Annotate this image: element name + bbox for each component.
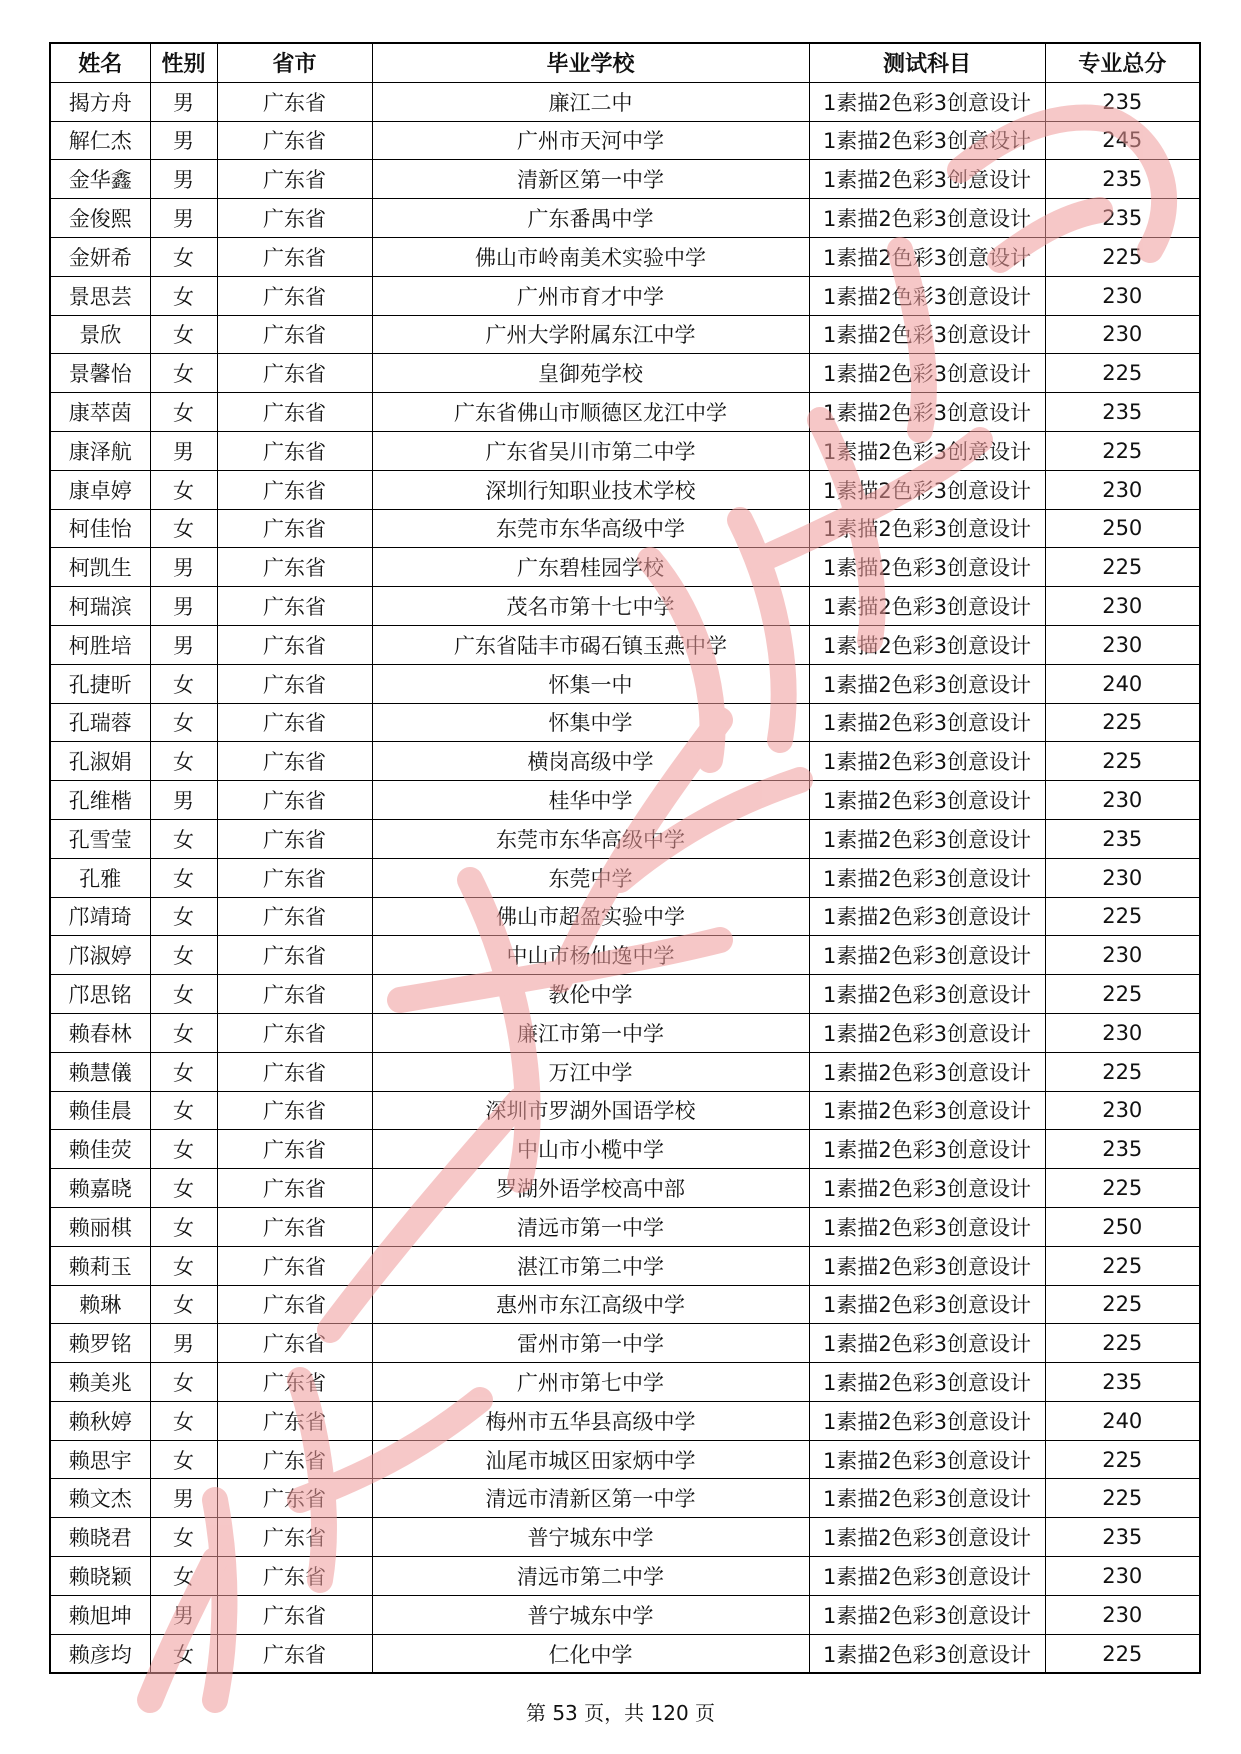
- cell-subjects: 1素描2色彩3创意设计: [809, 1595, 1045, 1634]
- cell-province: 广东省: [217, 1363, 372, 1402]
- header-subjects: 测试科目: [809, 43, 1045, 82]
- cell-province: 广东省: [217, 936, 372, 975]
- cell-name: 赖晓君: [50, 1518, 150, 1557]
- cell-name: 孔维楷: [50, 781, 150, 820]
- results-sheet: [49, 42, 1199, 1674]
- cell-school: 仁化中学: [372, 1634, 809, 1673]
- cell-name: 景思芸: [50, 276, 150, 315]
- cell-gender: 女: [150, 897, 217, 936]
- cell-gender: 女: [150, 1091, 217, 1130]
- cell-name: 赖思宇: [50, 1440, 150, 1479]
- table-row: [50, 936, 1200, 975]
- cell-school: 深圳市罗湖外国语学校: [372, 1091, 809, 1130]
- cell-total-score: 230: [1045, 858, 1200, 897]
- cell-province: 广东省: [217, 1130, 372, 1169]
- cell-school: 雷州市第一中学: [372, 1324, 809, 1363]
- cell-name: 柯瑞滨: [50, 587, 150, 626]
- cell-total-score: 250: [1045, 1207, 1200, 1246]
- table-row: [50, 1401, 1200, 1440]
- cell-province: 广东省: [217, 625, 372, 664]
- cell-province: 广东省: [217, 664, 372, 703]
- table-row: [50, 160, 1200, 199]
- cell-name: 赖慧儀: [50, 1052, 150, 1091]
- cell-name: 邝靖琦: [50, 897, 150, 936]
- cell-name: 景馨怡: [50, 354, 150, 393]
- cell-school: 桂华中学: [372, 781, 809, 820]
- cell-total-score: 225: [1045, 1324, 1200, 1363]
- table-row: [50, 237, 1200, 276]
- cell-name: 柯凯生: [50, 548, 150, 587]
- cell-school: 惠州市东江高级中学: [372, 1285, 809, 1324]
- table-row: [50, 1518, 1200, 1557]
- cell-subjects: 1素描2色彩3创意设计: [809, 1634, 1045, 1673]
- table-row: [50, 393, 1200, 432]
- cell-gender: 男: [150, 199, 217, 238]
- cell-total-score: 230: [1045, 470, 1200, 509]
- cell-subjects: 1素描2色彩3创意设计: [809, 587, 1045, 626]
- cell-name: 赖晓颖: [50, 1557, 150, 1596]
- cell-gender: 男: [150, 121, 217, 160]
- cell-name: 赖嘉晓: [50, 1169, 150, 1208]
- cell-school: 教伦中学: [372, 975, 809, 1014]
- cell-school: 清远市第一中学: [372, 1207, 809, 1246]
- cell-name: 赖秋婷: [50, 1401, 150, 1440]
- cell-gender: 女: [150, 1518, 217, 1557]
- cell-subjects: 1素描2色彩3创意设计: [809, 548, 1045, 587]
- cell-province: 广东省: [217, 703, 372, 742]
- cell-school: 清远市清新区第一中学: [372, 1479, 809, 1518]
- cell-total-score: 235: [1045, 1518, 1200, 1557]
- cell-school: 广州市天河中学: [372, 121, 809, 160]
- cell-school: 广东碧桂园学校: [372, 548, 809, 587]
- cell-province: 广东省: [217, 237, 372, 276]
- cell-total-score: 235: [1045, 199, 1200, 238]
- table-row: [50, 82, 1200, 121]
- cell-name: 赖琳: [50, 1285, 150, 1324]
- cell-name: 赖佳荧: [50, 1130, 150, 1169]
- cell-subjects: 1素描2色彩3创意设计: [809, 625, 1045, 664]
- cell-name: 金妍希: [50, 237, 150, 276]
- cell-gender: 女: [150, 1285, 217, 1324]
- header-school: 毕业学校: [372, 43, 809, 82]
- table-row: [50, 1634, 1200, 1673]
- cell-gender: 女: [150, 1363, 217, 1402]
- cell-total-score: 230: [1045, 936, 1200, 975]
- table-row: [50, 199, 1200, 238]
- table-row: [50, 1440, 1200, 1479]
- cell-province: 广东省: [217, 1324, 372, 1363]
- cell-total-score: 235: [1045, 160, 1200, 199]
- header-total-score: 专业总分: [1045, 43, 1200, 82]
- cell-province: 广东省: [217, 1557, 372, 1596]
- cell-school: 广东省陆丰市碣石镇玉燕中学: [372, 625, 809, 664]
- cell-province: 广东省: [217, 1052, 372, 1091]
- cell-total-score: 225: [1045, 1285, 1200, 1324]
- cell-subjects: 1素描2色彩3创意设计: [809, 276, 1045, 315]
- cell-province: 广东省: [217, 1246, 372, 1285]
- table-row: [50, 509, 1200, 548]
- cell-name: 金俊熙: [50, 199, 150, 238]
- cell-gender: 男: [150, 781, 217, 820]
- cell-subjects: 1素描2色彩3创意设计: [809, 819, 1045, 858]
- cell-school: 清新区第一中学: [372, 160, 809, 199]
- cell-province: 广东省: [217, 1440, 372, 1479]
- cell-subjects: 1素描2色彩3创意设计: [809, 509, 1045, 548]
- cell-total-score: 225: [1045, 703, 1200, 742]
- table-row: [50, 1169, 1200, 1208]
- cell-subjects: 1素描2色彩3创意设计: [809, 897, 1045, 936]
- table-row: [50, 1363, 1200, 1402]
- cell-gender: 女: [150, 975, 217, 1014]
- cell-province: 广东省: [217, 781, 372, 820]
- cell-subjects: 1素描2色彩3创意设计: [809, 121, 1045, 160]
- cell-province: 广东省: [217, 354, 372, 393]
- table-row: [50, 897, 1200, 936]
- cell-subjects: 1素描2色彩3创意设计: [809, 975, 1045, 1014]
- cell-gender: 女: [150, 1052, 217, 1091]
- cell-gender: 女: [150, 393, 217, 432]
- cell-school: 中山市小榄中学: [372, 1130, 809, 1169]
- cell-province: 广东省: [217, 199, 372, 238]
- cell-name: 赖春林: [50, 1013, 150, 1052]
- table-header-row: [50, 43, 1200, 82]
- table-row: [50, 431, 1200, 470]
- cell-gender: 男: [150, 548, 217, 587]
- cell-province: 广东省: [217, 548, 372, 587]
- cell-province: 广东省: [217, 470, 372, 509]
- cell-subjects: 1素描2色彩3创意设计: [809, 199, 1045, 238]
- cell-gender: 女: [150, 703, 217, 742]
- cell-total-score: 225: [1045, 1479, 1200, 1518]
- cell-total-score: 240: [1045, 664, 1200, 703]
- cell-school: 广东省吴川市第二中学: [372, 431, 809, 470]
- cell-subjects: 1素描2色彩3创意设计: [809, 1091, 1045, 1130]
- cell-school: 中山市杨仙逸中学: [372, 936, 809, 975]
- cell-gender: 女: [150, 1440, 217, 1479]
- cell-school: 广东省佛山市顺德区龙江中学: [372, 393, 809, 432]
- table-row: [50, 975, 1200, 1014]
- cell-school: 万江中学: [372, 1052, 809, 1091]
- cell-school: 广州大学附属东江中学: [372, 315, 809, 354]
- cell-gender: 女: [150, 1634, 217, 1673]
- cell-school: 东莞市东华高级中学: [372, 509, 809, 548]
- table-body: [50, 82, 1200, 1673]
- cell-subjects: 1素描2色彩3创意设计: [809, 1440, 1045, 1479]
- cell-school: 普宁城东中学: [372, 1518, 809, 1557]
- cell-gender: 女: [150, 742, 217, 781]
- cell-province: 广东省: [217, 897, 372, 936]
- table-row: [50, 548, 1200, 587]
- cell-gender: 男: [150, 82, 217, 121]
- table-row: [50, 781, 1200, 820]
- cell-total-score: 225: [1045, 354, 1200, 393]
- cell-name: 孔淑娟: [50, 742, 150, 781]
- table-row: [50, 1130, 1200, 1169]
- cell-subjects: 1素描2色彩3创意设计: [809, 1518, 1045, 1557]
- cell-subjects: 1素描2色彩3创意设计: [809, 664, 1045, 703]
- cell-province: 广东省: [217, 587, 372, 626]
- cell-subjects: 1素描2色彩3创意设计: [809, 1052, 1045, 1091]
- table-row: [50, 1207, 1200, 1246]
- cell-school: 皇御苑学校: [372, 354, 809, 393]
- cell-gender: 女: [150, 1207, 217, 1246]
- cell-subjects: 1素描2色彩3创意设计: [809, 1013, 1045, 1052]
- cell-gender: 男: [150, 625, 217, 664]
- cell-gender: 女: [150, 470, 217, 509]
- cell-province: 广东省: [217, 1169, 372, 1208]
- cell-school: 清远市第二中学: [372, 1557, 809, 1596]
- cell-total-score: 235: [1045, 1363, 1200, 1402]
- table-row: [50, 315, 1200, 354]
- cell-school: 东莞市东华高级中学: [372, 819, 809, 858]
- cell-subjects: 1素描2色彩3创意设计: [809, 781, 1045, 820]
- cell-subjects: 1素描2色彩3创意设计: [809, 82, 1045, 121]
- cell-gender: 女: [150, 509, 217, 548]
- cell-total-score: 225: [1045, 1052, 1200, 1091]
- cell-gender: 男: [150, 587, 217, 626]
- cell-subjects: 1素描2色彩3创意设计: [809, 1363, 1045, 1402]
- cell-subjects: 1素描2色彩3创意设计: [809, 160, 1045, 199]
- cell-subjects: 1素描2色彩3创意设计: [809, 703, 1045, 742]
- cell-gender: 女: [150, 1401, 217, 1440]
- table-row: [50, 121, 1200, 160]
- table-row: [50, 1091, 1200, 1130]
- cell-name: 赖丽棋: [50, 1207, 150, 1246]
- cell-school: 横岗高级中学: [372, 742, 809, 781]
- cell-subjects: 1素描2色彩3创意设计: [809, 237, 1045, 276]
- cell-total-score: 225: [1045, 975, 1200, 1014]
- cell-subjects: 1素描2色彩3创意设计: [809, 742, 1045, 781]
- cell-school: 廉江二中: [372, 82, 809, 121]
- cell-total-score: 230: [1045, 1013, 1200, 1052]
- cell-total-score: 245: [1045, 121, 1200, 160]
- cell-gender: 女: [150, 237, 217, 276]
- cell-total-score: 225: [1045, 237, 1200, 276]
- cell-province: 广东省: [217, 1479, 372, 1518]
- cell-total-score: 225: [1045, 897, 1200, 936]
- cell-school: 罗湖外语学校高中部: [372, 1169, 809, 1208]
- cell-province: 广东省: [217, 742, 372, 781]
- cell-total-score: 230: [1045, 315, 1200, 354]
- cell-province: 广东省: [217, 82, 372, 121]
- cell-name: 揭方舟: [50, 82, 150, 121]
- cell-school: 东莞中学: [372, 858, 809, 897]
- table-row: [50, 470, 1200, 509]
- cell-school: 湛江市第二中学: [372, 1246, 809, 1285]
- cell-name: 邝思铭: [50, 975, 150, 1014]
- cell-province: 广东省: [217, 858, 372, 897]
- cell-total-score: 225: [1045, 1634, 1200, 1673]
- cell-school: 广东番禺中学: [372, 199, 809, 238]
- cell-name: 金华鑫: [50, 160, 150, 199]
- cell-subjects: 1素描2色彩3创意设计: [809, 393, 1045, 432]
- cell-province: 广东省: [217, 160, 372, 199]
- cell-school: 佛山市超盈实验中学: [372, 897, 809, 936]
- table-row: [50, 1246, 1200, 1285]
- cell-province: 广东省: [217, 1634, 372, 1673]
- cell-province: 广东省: [217, 315, 372, 354]
- cell-subjects: 1素描2色彩3创意设计: [809, 936, 1045, 975]
- page-footer: 第 53 页，共 120 页: [525, 1701, 716, 1725]
- cell-gender: 女: [150, 819, 217, 858]
- cell-total-score: 225: [1045, 1169, 1200, 1208]
- cell-total-score: 225: [1045, 548, 1200, 587]
- cell-name: 赖莉玉: [50, 1246, 150, 1285]
- cell-subjects: 1素描2色彩3创意设计: [809, 1246, 1045, 1285]
- cell-gender: 女: [150, 1557, 217, 1596]
- cell-school: 怀集一中: [372, 664, 809, 703]
- table-row: [50, 819, 1200, 858]
- cell-gender: 女: [150, 1013, 217, 1052]
- cell-province: 广东省: [217, 819, 372, 858]
- cell-subjects: 1素描2色彩3创意设计: [809, 1285, 1045, 1324]
- table-row: [50, 1479, 1200, 1518]
- cell-province: 广东省: [217, 1207, 372, 1246]
- table-row: [50, 625, 1200, 664]
- cell-gender: 女: [150, 1169, 217, 1208]
- cell-name: 邝淑婷: [50, 936, 150, 975]
- cell-name: 赖文杰: [50, 1479, 150, 1518]
- cell-name: 康泽航: [50, 431, 150, 470]
- cell-school: 汕尾市城区田家炳中学: [372, 1440, 809, 1479]
- cell-total-score: 235: [1045, 82, 1200, 121]
- cell-province: 广东省: [217, 975, 372, 1014]
- cell-total-score: 235: [1045, 393, 1200, 432]
- cell-name: 赖佳晨: [50, 1091, 150, 1130]
- cell-subjects: 1素描2色彩3创意设计: [809, 1324, 1045, 1363]
- cell-province: 广东省: [217, 1595, 372, 1634]
- cell-gender: 女: [150, 354, 217, 393]
- cell-total-score: 240: [1045, 1401, 1200, 1440]
- cell-province: 广东省: [217, 1401, 372, 1440]
- cell-total-score: 225: [1045, 742, 1200, 781]
- cell-gender: 男: [150, 1595, 217, 1634]
- cell-name: 孔瑞蓉: [50, 703, 150, 742]
- cell-total-score: 225: [1045, 1440, 1200, 1479]
- cell-total-score: 230: [1045, 625, 1200, 664]
- cell-province: 广东省: [217, 393, 372, 432]
- cell-subjects: 1素描2色彩3创意设计: [809, 1207, 1045, 1246]
- cell-total-score: 235: [1045, 1130, 1200, 1169]
- table-row: [50, 742, 1200, 781]
- cell-school: 廉江市第一中学: [372, 1013, 809, 1052]
- header-gender: 性别: [150, 43, 217, 82]
- cell-subjects: 1素描2色彩3创意设计: [809, 1169, 1045, 1208]
- cell-name: 赖旭坤: [50, 1595, 150, 1634]
- table-row: [50, 354, 1200, 393]
- cell-total-score: 230: [1045, 587, 1200, 626]
- cell-province: 广东省: [217, 1518, 372, 1557]
- cell-name: 赖彦均: [50, 1634, 150, 1673]
- header-name: 姓名: [50, 43, 150, 82]
- cell-name: 孔雪莹: [50, 819, 150, 858]
- cell-subjects: 1素描2色彩3创意设计: [809, 470, 1045, 509]
- cell-school: 佛山市岭南美术实验中学: [372, 237, 809, 276]
- cell-gender: 女: [150, 276, 217, 315]
- cell-school: 茂名市第十七中学: [372, 587, 809, 626]
- cell-school: 深圳行知职业技术学校: [372, 470, 809, 509]
- cell-school: 广州市第七中学: [372, 1363, 809, 1402]
- cell-subjects: 1素描2色彩3创意设计: [809, 354, 1045, 393]
- cell-total-score: 230: [1045, 1595, 1200, 1634]
- cell-gender: 女: [150, 1246, 217, 1285]
- cell-total-score: 230: [1045, 276, 1200, 315]
- cell-province: 广东省: [217, 1091, 372, 1130]
- cell-gender: 女: [150, 315, 217, 354]
- cell-gender: 女: [150, 936, 217, 975]
- cell-gender: 男: [150, 1479, 217, 1518]
- cell-total-score: 225: [1045, 1246, 1200, 1285]
- cell-name: 解仁杰: [50, 121, 150, 160]
- cell-total-score: 230: [1045, 1557, 1200, 1596]
- table-row: [50, 664, 1200, 703]
- cell-name: 孔捷昕: [50, 664, 150, 703]
- cell-subjects: 1素描2色彩3创意设计: [809, 1557, 1045, 1596]
- cell-province: 广东省: [217, 431, 372, 470]
- cell-province: 广东省: [217, 121, 372, 160]
- cell-province: 广东省: [217, 1013, 372, 1052]
- header-province: 省市: [217, 43, 372, 82]
- table-row: [50, 587, 1200, 626]
- cell-province: 广东省: [217, 276, 372, 315]
- cell-name: 赖罗铭: [50, 1324, 150, 1363]
- cell-school: 普宁城东中学: [372, 1595, 809, 1634]
- cell-gender: 男: [150, 160, 217, 199]
- results-table: [49, 42, 1201, 1674]
- table-row: [50, 1052, 1200, 1091]
- cell-total-score: 250: [1045, 509, 1200, 548]
- table-row: [50, 1324, 1200, 1363]
- cell-subjects: 1素描2色彩3创意设计: [809, 315, 1045, 354]
- cell-name: 孔雅: [50, 858, 150, 897]
- cell-subjects: 1素描2色彩3创意设计: [809, 1130, 1045, 1169]
- cell-total-score: 235: [1045, 819, 1200, 858]
- table-row: [50, 276, 1200, 315]
- table-row: [50, 858, 1200, 897]
- cell-name: 赖美兆: [50, 1363, 150, 1402]
- table-row: [50, 1285, 1200, 1324]
- cell-gender: 女: [150, 664, 217, 703]
- cell-province: 广东省: [217, 1285, 372, 1324]
- cell-school: 怀集中学: [372, 703, 809, 742]
- cell-name: 康萃茵: [50, 393, 150, 432]
- cell-total-score: 230: [1045, 1091, 1200, 1130]
- cell-gender: 女: [150, 858, 217, 897]
- cell-school: 广州市育才中学: [372, 276, 809, 315]
- cell-name: 柯胜培: [50, 625, 150, 664]
- cell-province: 广东省: [217, 509, 372, 548]
- cell-gender: 女: [150, 1130, 217, 1169]
- table-row: [50, 1595, 1200, 1634]
- cell-gender: 男: [150, 431, 217, 470]
- cell-name: 景欣: [50, 315, 150, 354]
- table-row: [50, 703, 1200, 742]
- cell-subjects: 1素描2色彩3创意设计: [809, 431, 1045, 470]
- cell-name: 柯佳怡: [50, 509, 150, 548]
- cell-subjects: 1素描2色彩3创意设计: [809, 858, 1045, 897]
- cell-school: 梅州市五华县高级中学: [372, 1401, 809, 1440]
- table-row: [50, 1013, 1200, 1052]
- cell-total-score: 225: [1045, 431, 1200, 470]
- cell-total-score: 230: [1045, 781, 1200, 820]
- cell-subjects: 1素描2色彩3创意设计: [809, 1401, 1045, 1440]
- cell-subjects: 1素描2色彩3创意设计: [809, 1479, 1045, 1518]
- table-row: [50, 1557, 1200, 1596]
- cell-name: 康卓婷: [50, 470, 150, 509]
- cell-gender: 男: [150, 1324, 217, 1363]
